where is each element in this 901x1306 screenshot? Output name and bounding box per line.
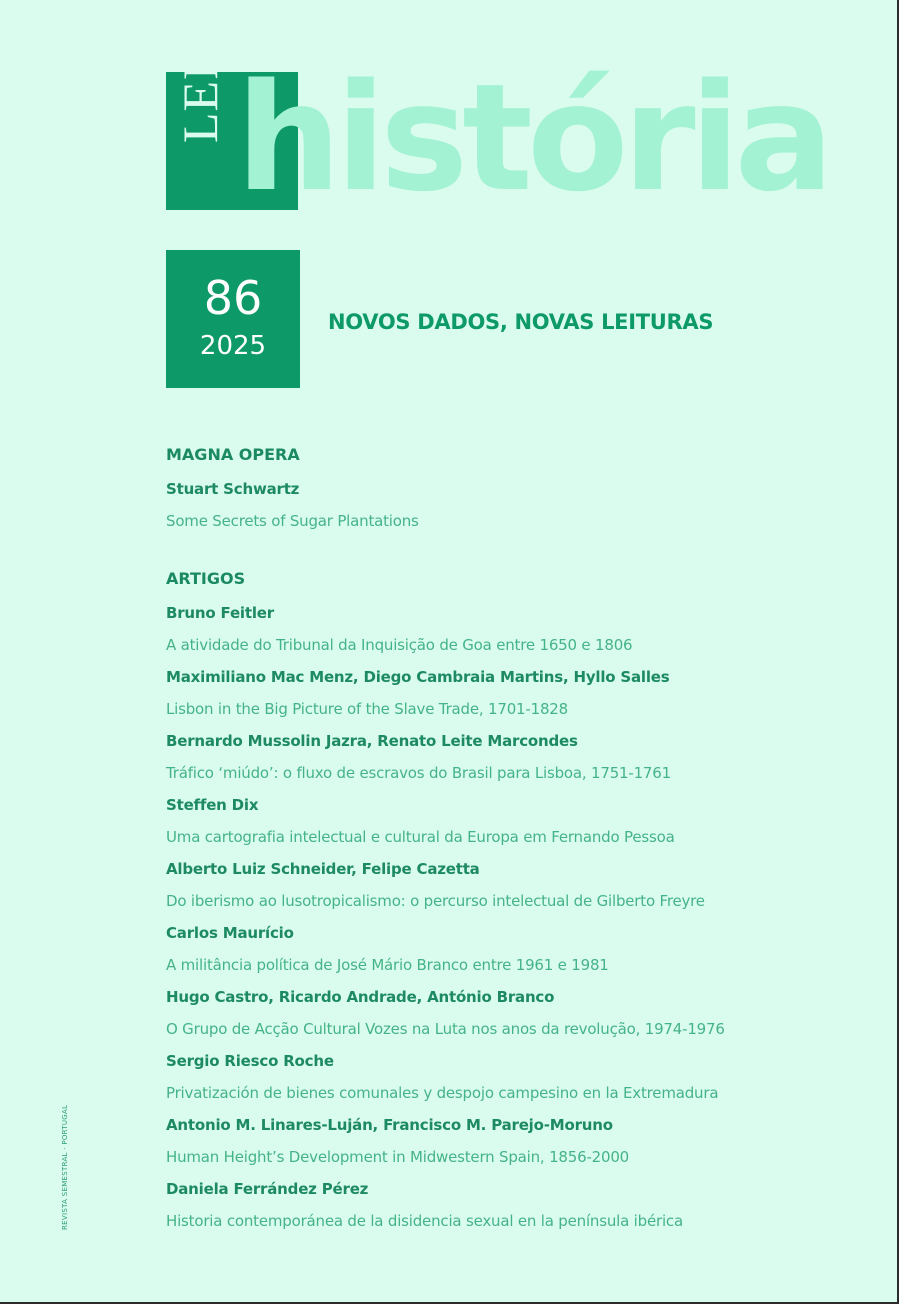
entry-title: Lisbon in the Big Picture of the Slave Trade, 1701-1828 [166, 700, 568, 718]
list-item [166, 597, 866, 661]
entry-author: Bernardo Mussolin Jazra, Renato Leite Marcondes [166, 732, 578, 750]
entry-title: O Grupo de Acção Cultural Vozes na Luta nos anos da revolução, 1974-1976 [166, 1020, 725, 1038]
section-heading-artigos: ARTIGOS [166, 569, 246, 588]
list-item [166, 473, 866, 537]
entry-author: Carlos Maurício [166, 924, 294, 942]
logo-ler: LER [172, 45, 228, 143]
entry-title: Human Height’s Development in Midwestern Spain, 1856-2000 [166, 1148, 630, 1166]
issue-theme-title: NOVOS DADOS, NOVAS LEITURAS [328, 310, 714, 334]
list-item [166, 725, 866, 789]
section-heading-magna-opera: MAGNA OPERA [166, 445, 300, 464]
issue-number: 86 [203, 271, 263, 325]
issue-box [166, 250, 300, 388]
entry-title: Uma cartografia intelectual e cultural da Europa em Fernando Pessoa [166, 828, 675, 846]
entry-title: Do iberismo ao lusotropicalismo: o percurso intelectual de Gilberto Freyre [166, 892, 705, 910]
list-item [166, 1109, 866, 1173]
entry-author: Stuart Schwartz [166, 480, 300, 498]
entry-title: Tráfico ‘miúdo’: o fluxo de escravos do Brasil para Lisboa, 1751-1761 [166, 764, 671, 782]
entry-title: Privatización de bienes comunales y despojo campesino en la Extremadura [166, 1084, 719, 1102]
entry-title: Some Secrets of Sugar Plantations [166, 512, 419, 530]
list-item [166, 917, 866, 981]
entry-author: Maximiliano Mac Menz, Diego Cambraia Martins, Hyllo Salles [166, 668, 670, 686]
entry-author: Sergio Riesco Roche [166, 1052, 334, 1070]
list-item [166, 1045, 866, 1109]
artigos-section [166, 567, 866, 1237]
spine-text: REVISTA SEMESTRAL · PORTUGAL [61, 1104, 69, 1230]
entry-author: Daniela Ferrández Pérez [166, 1180, 369, 1198]
entry-title: Historia contemporánea de la disidencia sexual en la península ibérica [166, 1212, 683, 1230]
list-item [166, 661, 866, 725]
logo-historia: história [236, 52, 829, 224]
entry-title: A militância política de José Mário Branco entre 1961 e 1981 [166, 956, 609, 974]
list-item [166, 789, 866, 853]
list-item [166, 1173, 866, 1237]
entry-author: Steffen Dix [166, 796, 259, 814]
list-item [166, 853, 866, 917]
entry-author: Alberto Luiz Schneider, Felipe Cazetta [166, 860, 480, 878]
magna-opera-section [166, 443, 866, 537]
entry-author: Hugo Castro, Ricardo Andrade, António Branco [166, 988, 555, 1006]
entry-title: A atividade do Tribunal da Inquisição de Goa entre 1650 e 1806 [166, 636, 633, 654]
issue-year: 2025 [199, 331, 267, 361]
list-item [166, 981, 866, 1045]
entry-author: Bruno Feitler [166, 604, 274, 622]
table-of-contents [166, 443, 866, 1237]
entry-author: Antonio M. Linares-Luján, Francisco M. Parejo-Moruno [166, 1116, 613, 1134]
